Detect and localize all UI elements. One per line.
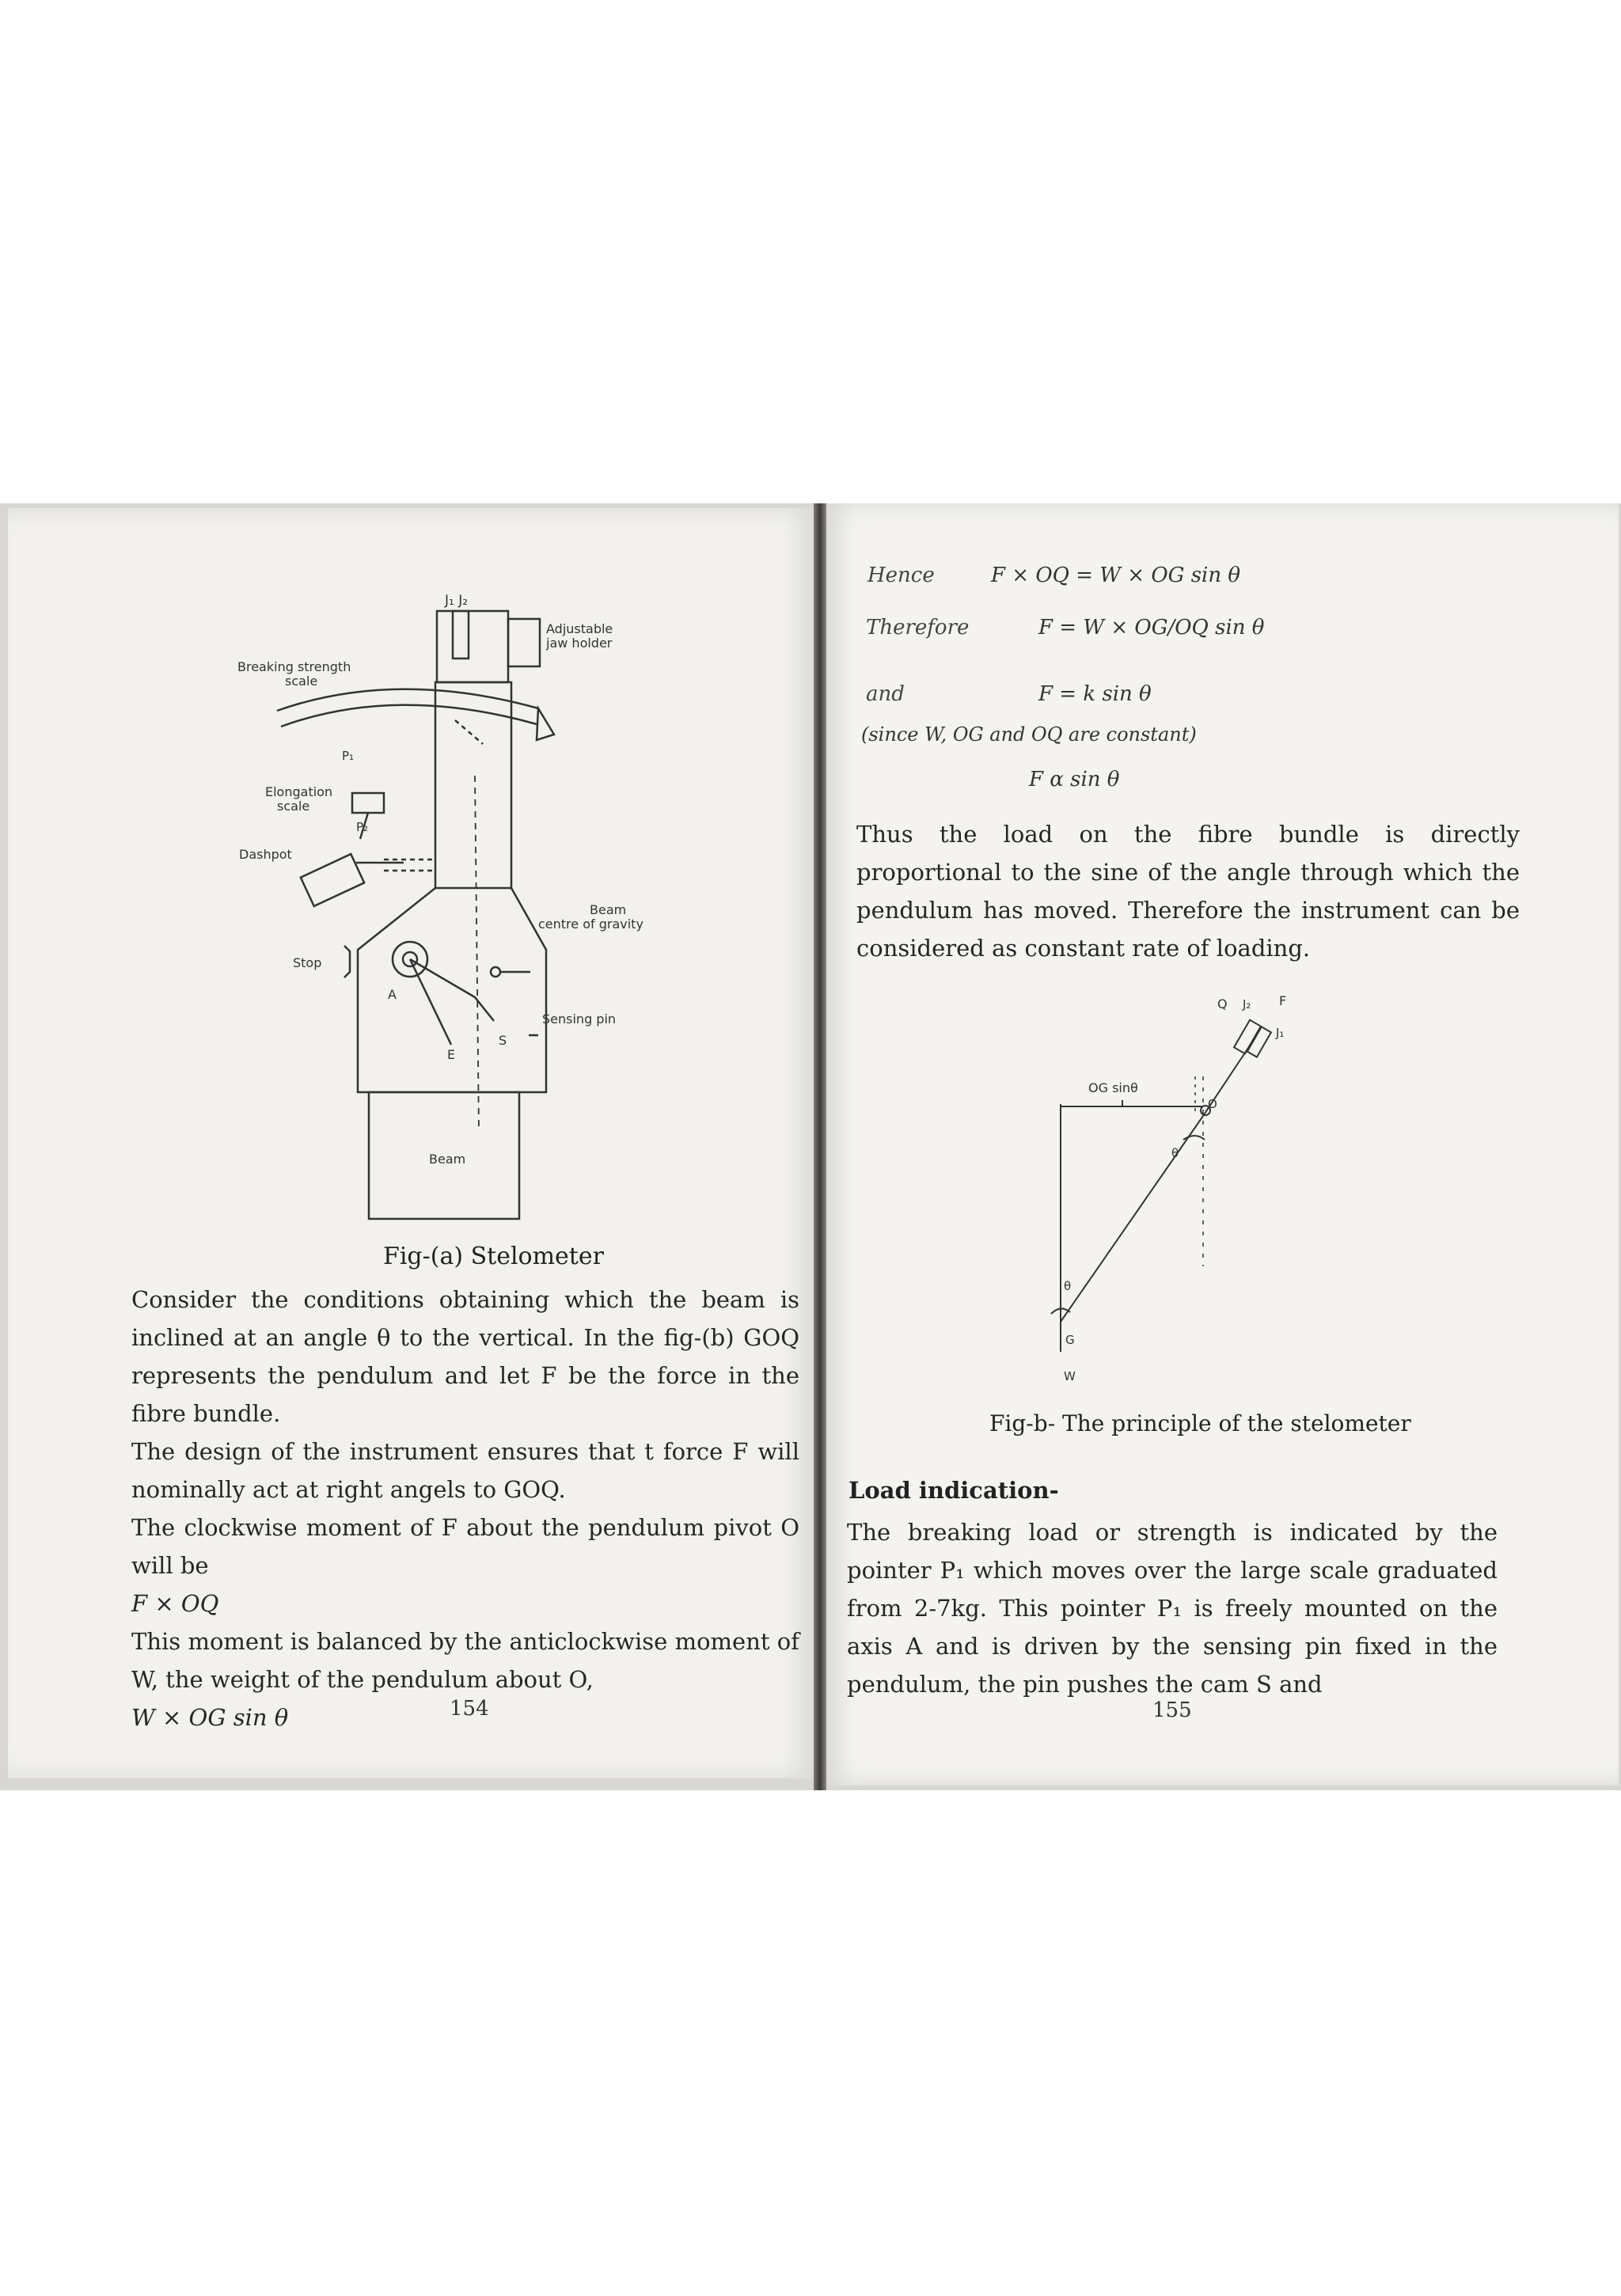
fig-a-label-sensing-pin: Sensing pin [542,1011,617,1027]
fig-b-g: G [1065,1333,1075,1347]
fig-a-label-beam-centre: Beam [590,902,627,917]
fig-b-q: Q [1217,996,1228,1011]
load-indication-heading: Load indication- [848,1477,1059,1504]
figure-a-caption: Fig-(a) Stelometer [383,1243,604,1270]
right-page-number: 155 [1152,1698,1192,1722]
right-paragraph-2: The breaking load or strength is indicated by the pointer P₁ which moves over the large scale graduated from 2-7kg. This pointer P₁ is freely mounted on the axis A and is driven by the sensing pin fixed in the pendulum, the pin pushes the cam S and [847,1519,1498,1698]
left-paragraph-4: This moment is balanced by the anticlockwise moment of W, the weight of the pendulum about O, [131,1628,799,1693]
fig-a-label-breaking: Breaking strength [237,659,351,674]
book-gutter [814,503,826,1790]
right-body-text-2 [847,1513,1498,1703]
fig-b-w: W [1064,1369,1076,1383]
fig-a-top-markers: J₁ J₂ [445,593,469,609]
fig-a-label-adjustable-2: jaw holder [546,636,613,651]
right-body-text [856,815,1520,967]
figure-b-principle [1029,989,1361,1401]
left-page-number: 154 [450,1697,489,1721]
right-paragraph-1: Thus the load on the fibre bundle is directly proportional to the sine of the angle through which the pendulum has moved. Therefore the instrument can be considered as constant rate of loading. [856,821,1520,962]
fig-a-label-p2: P₂ [356,820,369,834]
fig-a-label-breaking-2: scale [285,674,318,689]
fig-a-label-s: S [499,1033,507,1048]
fig-a-label-beam-centre-2: centre of gravity [538,917,643,932]
fig-b-o: O [1208,1097,1217,1111]
fig-b-theta-top: θ [1171,1146,1179,1160]
fig-b-theta-bottom: θ [1064,1279,1072,1293]
fig-a-label-adjustable: Adjustable [546,621,613,636]
fig-a-label-elongation: Elongation [265,784,333,799]
fig-a-label-beam: Beam [429,1152,466,1167]
eq-hence: F × OQ = W × OG sin θ [991,564,1241,587]
left-paragraph-1: Consider the conditions obtaining which the beam is inclined at an angle θ to the vertical. In the fig-(b) GOQ represents the pendulum and let F be the force in the fibre bundle. [131,1286,799,1427]
left-paragraph-2: The design of the instrument ensures that t force F will nominally act at right angels to GOQ. [131,1438,799,1503]
fig-a-label-stop: Stop [293,955,322,970]
left-formula-1: F × OQ [131,1590,219,1617]
fig-b-f: F [1279,993,1287,1008]
proportional-line: F α sin θ [1029,768,1120,791]
left-formula-2: W × OG sin θ [131,1704,289,1731]
eq-and: F = k sin θ [1038,682,1152,706]
eq-label-hence: Hence [867,564,935,587]
fig-a-label-dashpot: Dashpot [239,847,292,862]
figure-a-stelometer [222,578,697,1227]
fig-a-label-p1: P₁ [342,749,355,763]
fig-b-j1: J₁ [1276,1026,1285,1040]
eq-label-therefore: Therefore [866,616,970,639]
eq-therefore: F = W × OG/OQ sin θ [1038,616,1265,639]
fig-b-og-sin: OG sinθ [1088,1080,1138,1095]
left-body-text [131,1281,799,1736]
eq-label-and: and [866,682,905,706]
since-line: (since W, OG and OQ are constant) [861,723,1197,746]
fig-b-j2: J₂ [1243,997,1251,1011]
fig-a-label-elongation-2: scale [277,799,310,814]
figure-b-caption: Fig-b- The principle of the stelometer [989,1410,1411,1436]
fig-a-label-a: A [388,987,397,1002]
left-paragraph-3: The clockwise moment of F about the pendulum pivot O will be [131,1514,799,1579]
fig-a-label-e: E [447,1047,456,1062]
